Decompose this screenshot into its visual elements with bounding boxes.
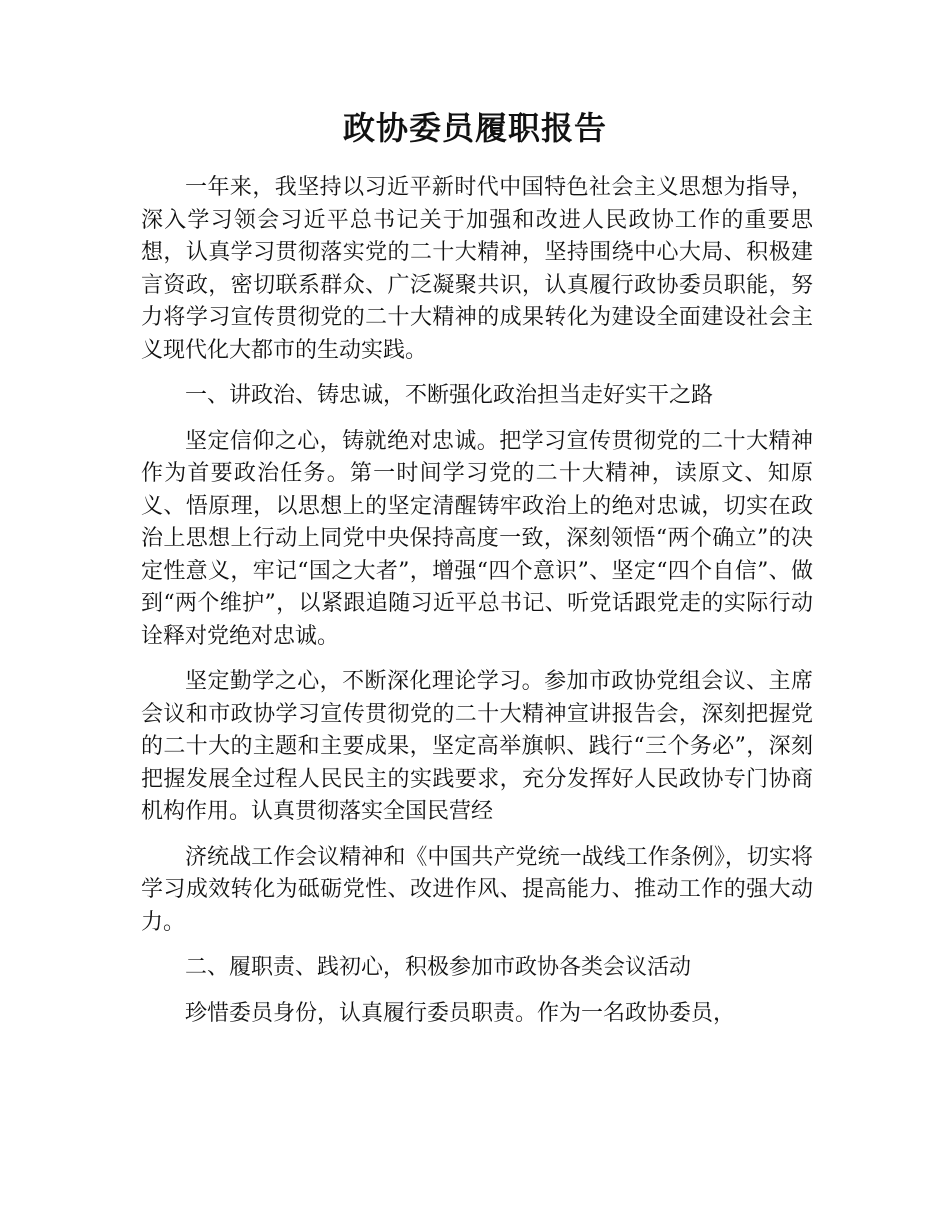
paragraph-study: 坚定勤学之心，不断深化理论学习。参加市政协党组会议、主席会议和市政协学习宣传贯彻党的二十大精神宣讲报告会，深刻把握党的二十大的主题和主要成果，坚定高举旗帜、践行“三个务必”，深刻把握发展全过程人民民主的实践要求，充分发挥好人民政协专门协商机构作用。认真贯彻落实全国民营经 bbox=[141, 669, 813, 824]
document-body bbox=[141, 172, 813, 1043]
section-heading-2: 二、履职责、践初心，积极参加市政协各类会议活动 bbox=[185, 955, 692, 980]
paragraph-intro: 一年来，我坚持以习近平新时代中国特色社会主义思想为指导，深入学习领会习近平总书记关于加强和改进人民政协工作的重要思想，认真学习贯彻落实党的二十大精神，坚持围绕中心大局、积极建言资政，密切联系群众、广泛凝聚共识，认真履行政协委员职能，努力将学习宣传贯彻党的二十大精神的成果转化为建设全面建设社会主义现代化大都市的生动实践。 bbox=[141, 175, 813, 363]
document-title: 政协委员履职报告 bbox=[342, 109, 607, 147]
paragraph-loyalty: 坚定信仰之心，铸就绝对忠诚。把学习宣传贯彻党的二十大精神作为首要政治任务。第一时间学习党的二十大精神，读原文、知原义、悟原理，以思想上的坚定清醒铸牢政治上的绝对忠诚，切实在政治上思想上行动上同党中央保持高度一致，深刻领悟“两个确立”的决定性意义，牢记“国之大者”，增强“四个意识”、坚定“四个自信”、做到“两个维护”，以紧跟追随习近平总书记、听党话跟党走的实际行动诠释对党绝对忠诚。 bbox=[141, 428, 813, 649]
section-heading-1: 一、讲政治、铸忠诚，不断强化政治担当走好实干之路 bbox=[185, 383, 714, 408]
paragraph-study-continued: 济统战工作会议精神和《中国共产党统一战线工作条例》，切实将学习成效转化为砥砺党性、改进作风、提高能力、推动工作的强大动力。 bbox=[141, 844, 813, 935]
paragraph-duties: 珍惜委员身份，认真履行委员职责。作为一名政协委员， bbox=[185, 1000, 736, 1026]
